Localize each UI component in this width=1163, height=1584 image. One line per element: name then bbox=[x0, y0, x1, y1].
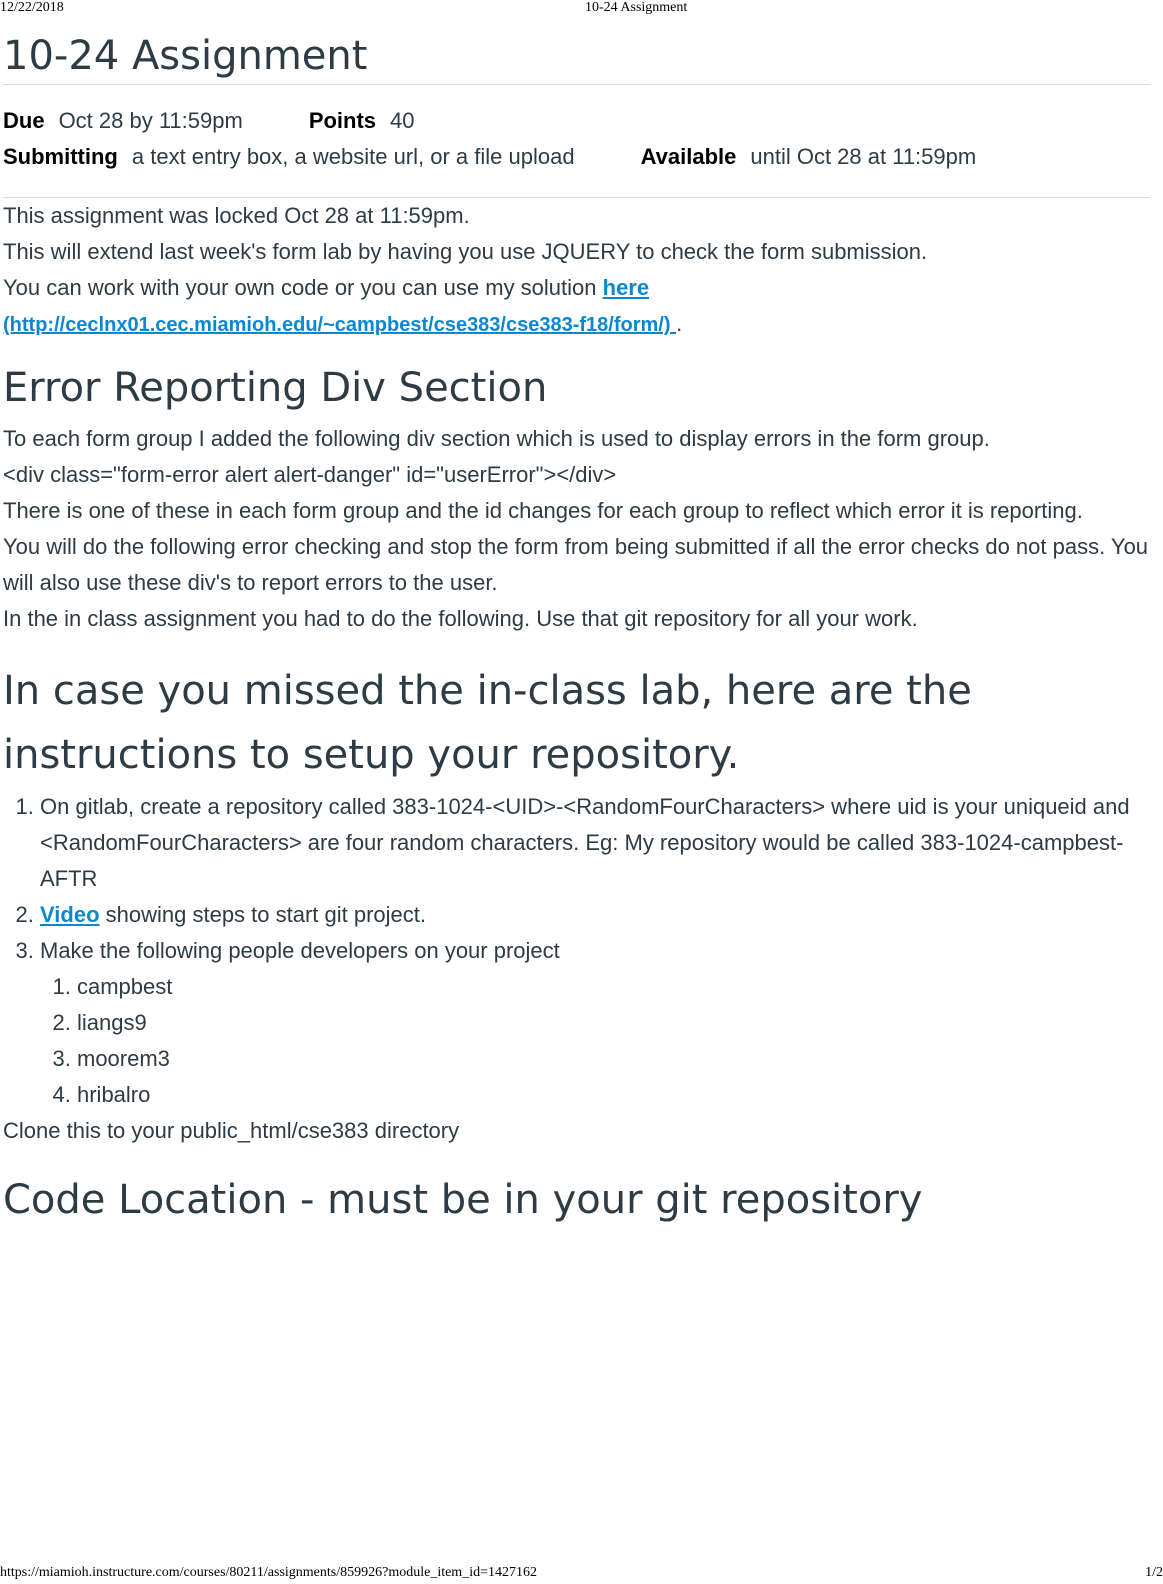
submitting-label: Submitting bbox=[3, 144, 118, 169]
due-label: Due bbox=[3, 108, 45, 133]
developer-item: 4. hribalro bbox=[77, 1077, 1150, 1113]
paragraph: You will do the following error checking and stop the form from being submitted if all the error checks do not pass. You will also use these div's to report errors to the user. bbox=[3, 534, 1149, 595]
developer-item: 1. campbest bbox=[77, 969, 1150, 1005]
section-heading-setup: In case you missed the in-class lab, here are the instructions to setup your repository. bbox=[3, 668, 972, 778]
assignment-details bbox=[3, 85, 1150, 197]
page-title: 10-24 Assignment bbox=[3, 33, 368, 79]
available-label: Available bbox=[640, 144, 737, 169]
details-row-due bbox=[3, 103, 1150, 139]
paragraph: This will extend last week's form lab by having you use JQUERY to check the form submission. bbox=[3, 239, 928, 264]
list-item bbox=[40, 897, 1150, 933]
locked-notice: This assignment was locked Oct 28 at 11:59pm. bbox=[3, 203, 470, 228]
solution-text: You can work with your own code or you can use my solution bbox=[3, 275, 603, 300]
print-header bbox=[0, 0, 1163, 18]
code-snippet: <div class="form-error alert alert-danger" id="userError"></div> bbox=[3, 462, 617, 487]
paragraph-solution bbox=[3, 270, 1150, 343]
setup-steps bbox=[3, 789, 1150, 1113]
developer-list bbox=[40, 969, 1150, 1113]
step-text: showing steps to start git project. bbox=[105, 902, 427, 927]
paragraph: Clone this to your public_html/cse383 directory bbox=[3, 1118, 460, 1143]
points-label: Points bbox=[308, 108, 377, 133]
print-url: https://miamioh.instructure.com/courses/80211/assignments/859926?module_item_id=1427162 bbox=[0, 1565, 537, 1580]
developer-item: 3. moorem3 bbox=[77, 1041, 1150, 1077]
paragraph: There is one of these in each form group and the id changes for each group to reflect which error it is reporting. bbox=[3, 498, 1083, 523]
video-link[interactable]: Video bbox=[40, 902, 100, 927]
print-footer bbox=[0, 1564, 1163, 1584]
section-heading-code: Code Location - must be in your git repository bbox=[3, 1177, 923, 1223]
section-heading-error: Error Reporting Div Section bbox=[3, 365, 548, 411]
print-title: 10-24 Assignment bbox=[585, 0, 688, 15]
available-value: until Oct 28 at 11:59pm bbox=[750, 144, 977, 169]
solution-url-link[interactable]: (http://ceclnx01.cec.miamioh.edu/~campbest/cse383/cse383-f18/form/) bbox=[3, 314, 677, 336]
solution-suffix: . bbox=[676, 311, 683, 336]
list-item: 1. On gitlab, create a repository called 383-1024-<UID>-<RandomFourCharacters> where uid is your uniqueid and <RandomFourCharacters> are four random characters. Eg: My repository would be called 383-1024-campbest-AFTR bbox=[40, 789, 1150, 897]
due-value: Oct 28 by 11:59pm bbox=[58, 108, 243, 133]
details-row-submitting bbox=[3, 139, 1150, 175]
step-text: Make the following people developers on your project bbox=[40, 938, 560, 963]
submitting-value: a text entry box, a website url, or a file upload bbox=[131, 144, 575, 169]
page-number: 1/2 bbox=[1145, 1565, 1163, 1580]
developer-item: 2. liangs9 bbox=[77, 1005, 1150, 1041]
paragraph: In the in class assignment you had to do the following. Use that git repository for all your work. bbox=[3, 606, 918, 631]
points-value: 40 bbox=[390, 108, 415, 133]
paragraph: To each form group I added the following div section which is used to display errors in the form group. bbox=[3, 426, 990, 451]
here-link[interactable]: here bbox=[602, 275, 650, 300]
assignment-description bbox=[3, 198, 1150, 1233]
print-date: 12/22/2018 bbox=[0, 0, 64, 15]
list-item bbox=[40, 933, 1150, 1113]
assignment-content bbox=[3, 22, 1150, 1233]
